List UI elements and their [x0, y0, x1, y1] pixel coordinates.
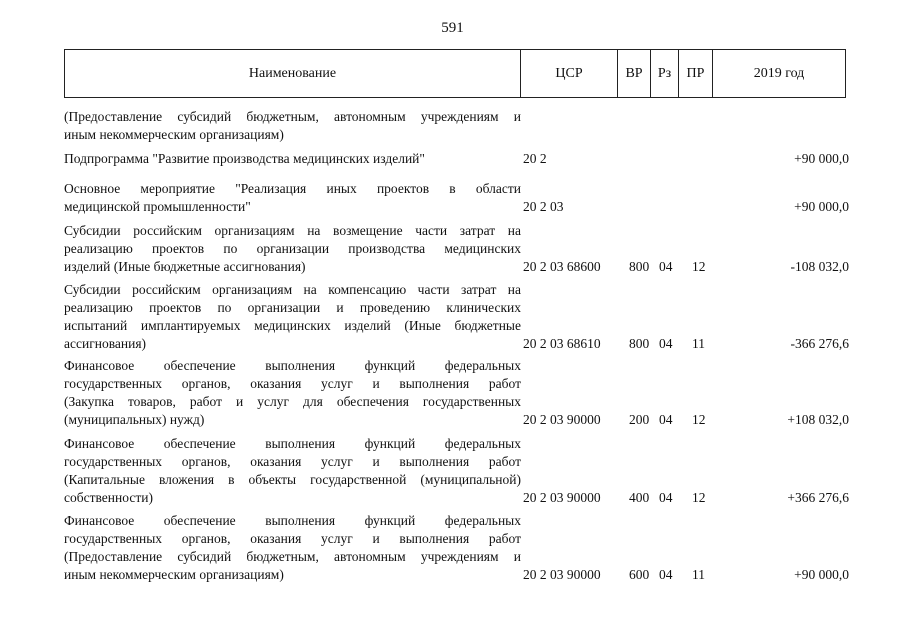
row-pr: 12: [692, 490, 706, 505]
table-row: [64, 512, 849, 584]
row-pr: 11: [692, 567, 705, 582]
row-amount: +90 000,0: [794, 567, 849, 582]
header-vr: ВР: [618, 50, 651, 97]
table-row: [64, 357, 849, 429]
row-vr: 800: [629, 259, 650, 274]
row-vr: 800: [629, 336, 650, 351]
row-rz: 04: [659, 336, 673, 351]
row-csr: 20 2 03 90000: [523, 567, 601, 582]
row-vr: 200: [629, 412, 650, 427]
row-name: [64, 222, 521, 276]
row-name-line: Финансовое обеспечение выполнения функций федеральных: [64, 436, 521, 451]
row-amount: -366 276,6: [790, 336, 849, 351]
page-number: 591: [441, 20, 464, 36]
row-name: [64, 180, 521, 216]
table-row: [64, 108, 849, 144]
row-name-line: (муниципальных) нужд): [64, 412, 205, 427]
header-rz: Рз: [651, 50, 679, 97]
row-name-line: Финансовое обеспечение выполнения функций федеральных: [64, 358, 521, 373]
header-csr: ЦСР: [521, 50, 618, 97]
row-name-line: Подпрограмма "Развитие производства медицинских изделий": [64, 151, 425, 166]
row-name-line: государственных органов, оказания услуг и выполнения работ: [64, 454, 521, 469]
row-name-line: иным некоммерческим организациям): [64, 127, 284, 142]
row-amount: +366 276,6: [787, 490, 849, 505]
row-name-line: испытаний имплантируемых медицинских изделий (Иные бюджетные: [64, 318, 521, 333]
row-pr: 11: [692, 336, 705, 351]
row-vr: 600: [629, 567, 650, 582]
row-name: [64, 512, 521, 584]
table-header: [64, 49, 846, 98]
table-row: [64, 222, 849, 276]
table-row: [64, 281, 849, 353]
row-amount: +90 000,0: [794, 151, 849, 166]
row-name: [64, 357, 521, 429]
row-csr: 20 2 03 90000: [523, 412, 601, 427]
row-vr: 400: [629, 490, 650, 505]
row-name-line: иным некоммерческим организациям): [64, 567, 284, 582]
table-row: [64, 150, 849, 168]
row-name: [64, 435, 521, 507]
row-name-line: Субсидии российским организациям на компенсацию части затрат на: [64, 282, 521, 297]
row-csr: 20 2 03 68600: [523, 259, 601, 274]
row-name-line: (Предоставление субсидий бюджетным, автономным учреждениям и: [64, 549, 521, 564]
row-name-line: (Закупка товаров, работ и услуг для обеспечения государственных: [64, 394, 521, 409]
row-name-line: медицинской промышленности": [64, 199, 251, 214]
table-row: [64, 435, 849, 507]
row-amount: +108 032,0: [787, 412, 849, 427]
row-csr: 20 2 03 90000: [523, 490, 601, 505]
row-name: [64, 281, 521, 353]
row-name-line: Субсидии российским организациям на возмещение части затрат на: [64, 223, 521, 238]
row-csr: 20 2 03: [523, 199, 564, 214]
row-name-line: государственных органов, оказания услуг и выполнения работ: [64, 531, 521, 546]
row-name: [64, 108, 521, 144]
row-pr: 12: [692, 412, 706, 427]
row-csr: 20 2: [523, 151, 547, 166]
row-name-line: Финансовое обеспечение выполнения функций федеральных: [64, 513, 521, 528]
row-name-line: реализацию проектов по организации производства медицинских: [64, 241, 521, 256]
row-amount: -108 032,0: [790, 259, 849, 274]
row-rz: 04: [659, 567, 673, 582]
row-name-line: (Предоставление субсидий бюджетным, автономным учреждениям и: [64, 109, 521, 124]
row-pr: 12: [692, 259, 706, 274]
row-rz: 04: [659, 259, 673, 274]
row-name: [64, 150, 521, 168]
row-csr: 20 2 03 68610: [523, 336, 601, 351]
header-year: 2019 год: [753, 65, 805, 81]
row-amount: +90 000,0: [794, 199, 849, 214]
header-name: Наименование: [65, 50, 521, 97]
row-name-line: реализацию проектов по организации и проведению клинических: [64, 300, 521, 315]
row-name-line: (Капитальные вложения в объекты государственной (муниципальной): [64, 472, 521, 487]
row-name-line: собственности): [64, 490, 153, 505]
row-name-line: Основное мероприятие "Реализация иных проектов в области: [64, 181, 521, 196]
row-name-line: изделий (Иные бюджетные ассигнования): [64, 259, 306, 274]
row-name-line: ассигнования): [64, 336, 147, 351]
header-pr: ПР: [679, 50, 713, 97]
row-name-line: государственных органов, оказания услуг и выполнения работ: [64, 376, 521, 391]
row-rz: 04: [659, 412, 673, 427]
row-rz: 04: [659, 490, 673, 505]
table-row: [64, 180, 849, 216]
